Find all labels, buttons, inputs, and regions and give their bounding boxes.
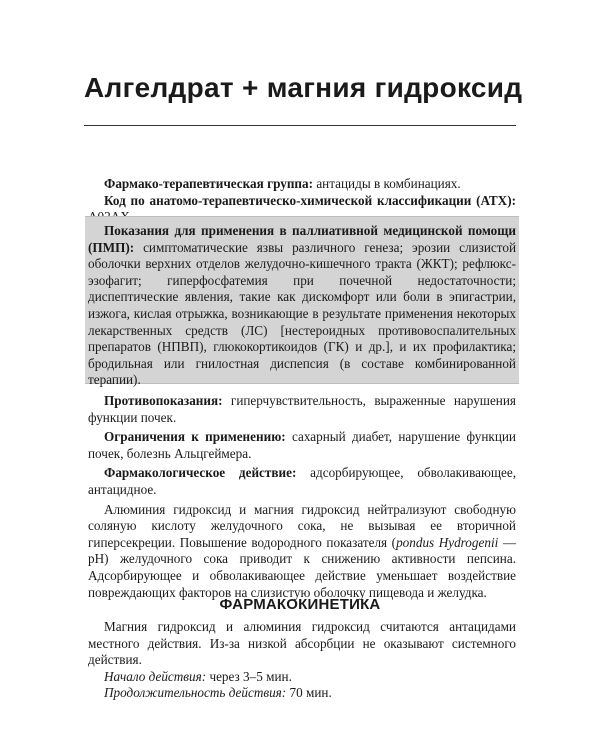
duration-value: 70 мин. <box>289 685 332 701</box>
onset-label: Начало действия: <box>104 668 207 684</box>
restrictions-label: Ограничения к применению: <box>104 429 286 445</box>
description-italic: pondus Hydrogenii <box>396 534 499 550</box>
restrictions-text: сахарный диабет, нарушение функции почек, болезнь Альцгеймера. <box>88 429 516 461</box>
pk-paragraph: Магния гидроксид и алюминия гидроксид считаются антацидами местного действия. Из-за низкой абсорбции не оказывают системного действия. <box>88 619 516 668</box>
main-sections <box>88 393 516 601</box>
description-paragraph <box>88 502 516 602</box>
restrictions-paragraph <box>88 429 516 462</box>
indications-text: симптоматические язвы различного генеза; эрозии слизистой оболочки верхних отделов желудочно-кишечного тракта (ЖКТ); рефлюкс-эзофагит; гиперфосфатемия при почечной недостаточности; диспептические явления, такие как дискомфорт или боли в эпигастрии, изжога, кислая отрыжка, возникающие в результате применения некоторых лекарственных средств (ЛС) [нестероидных противовоспалительных препаратов (НПВП), глюкокортикоидов (ГК) и др.], и их профилактика; бродильная или гнилостная диспепсия (в составе комбинированной терапии). <box>88 239 516 388</box>
contraindications-text: гиперчувствительность, выраженные нарушения функции почек. <box>88 393 516 425</box>
duration-line <box>88 685 516 702</box>
contraindications-label: Противопоказания: <box>104 393 223 408</box>
indications-label: Показания для применения в паллиативной медицинской помощи (ПМП): <box>88 223 516 255</box>
page-title: Алгелдрат + магния гидроксид <box>84 72 523 103</box>
action-paragraph <box>88 465 516 498</box>
group-label: Фармако-терапевтическая группа: <box>104 176 314 191</box>
title-underline <box>84 125 516 126</box>
indications-paragraph <box>88 223 516 389</box>
action-text: адсорбирующее, обволакивающее, антацидное. <box>88 465 517 497</box>
onset-line <box>88 669 516 686</box>
contraindications-paragraph <box>88 393 516 426</box>
onset-value: через 3–5 мин. <box>209 668 292 684</box>
pharmacokinetics-heading: ФАРМАКОКИНЕТИКА <box>219 596 381 613</box>
pharmacokinetics-section <box>88 619 516 702</box>
description-part1: Алюминия гидроксид и магния гидроксид нейтрализуют свободную соляную кислоту желудочного сока, не вызывая ее вторичной гиперсекреции. Повышение водородного показателя ( <box>88 501 516 550</box>
description-part2: — pH) желудочного сока приводит к снижению активности пепсина. Адсорбирующее и обволакивающее действие уменьшает воздействие повреждающих факторов на слизистую оболочку пищевода и желудка. <box>88 534 516 600</box>
indications-section <box>88 223 516 389</box>
duration-label: Продолжительность действия: <box>104 685 287 701</box>
action-label: Фармакологическое действие: <box>104 465 297 481</box>
atc-label: Код по анатомо-терапевтическо-химической классификации (АТХ): <box>104 192 516 208</box>
group-line <box>88 176 516 193</box>
group-value: антациды в комбинациях. <box>316 176 461 191</box>
